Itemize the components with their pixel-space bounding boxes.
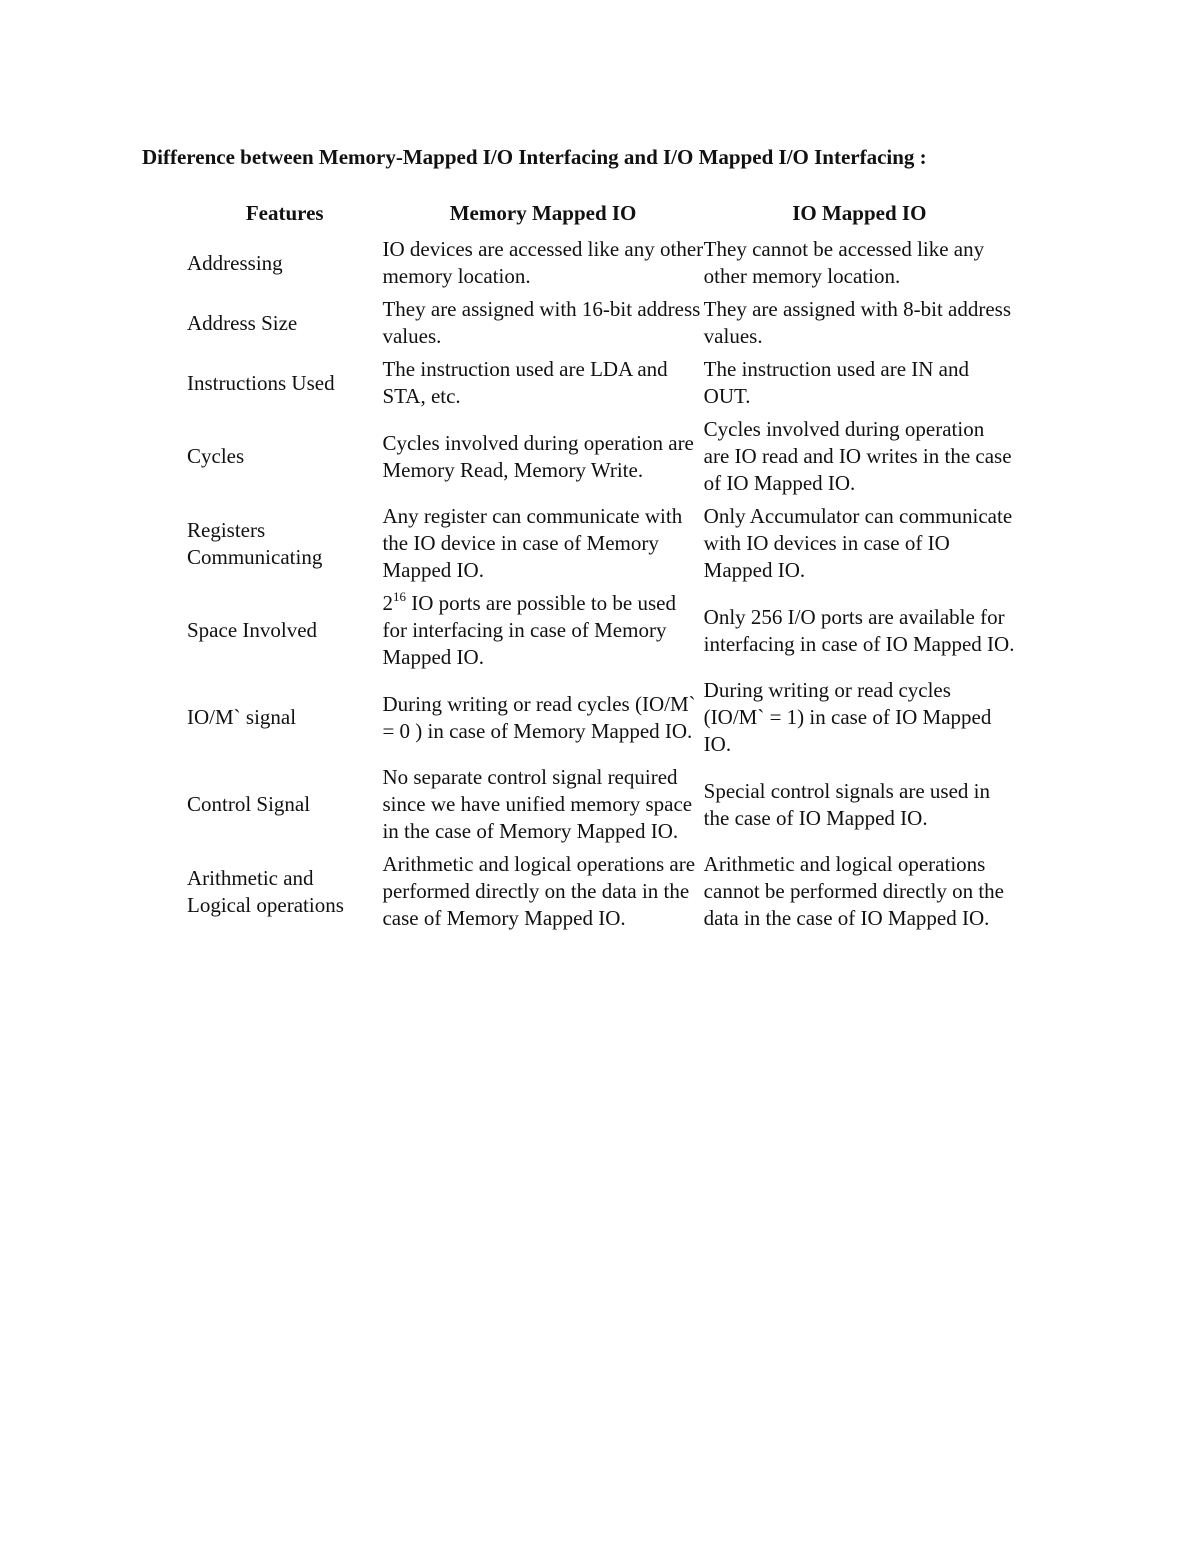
page-title: Difference between Memory-Mapped I/O Interfacing and I/O Mapped I/O Interfacing : — [142, 145, 927, 169]
io-mapped-cell: Arithmetic and logical operations cannot be performed directly on the data in the case of IO Mapped IO. — [703, 852, 1004, 930]
feature-cell: IO/M` signal — [187, 705, 297, 729]
feature-cell: Control Signal — [187, 792, 311, 816]
io-mapped-cell: During writing or read cycles (IO/M` = 1) in case of IO Mapped IO. — [703, 678, 992, 756]
table-row — [183, 293, 1015, 353]
io-mapped-cell: They are assigned with 8-bit address values. — [703, 297, 1012, 348]
io-mapped-cell: Cycles involved during operation are IO read and IO writes in the case of IO Mapped IO. — [703, 417, 1012, 495]
table-row — [183, 761, 1015, 848]
feature-cell: Arithmetic and Logical operations — [187, 865, 344, 917]
io-mapped-cell: They cannot be accessed like any other memory location. — [703, 237, 985, 288]
memory-mapped-cell: IO devices are accessed like any other memory location. — [382, 237, 704, 288]
table-row — [183, 353, 1015, 413]
header-io-mapped-io: IO Mapped IO — [792, 201, 927, 225]
memory-mapped-cell: Any register can communicate with the IO device in case of Memory Mapped IO. — [382, 504, 683, 582]
table-row — [183, 674, 1015, 761]
feature-cell: Addressing — [187, 250, 283, 275]
memory-mapped-cell — [382, 587, 703, 674]
table-row — [183, 413, 1015, 500]
memory-mapped-cell: The instruction used are LDA and STA, etc. — [382, 357, 668, 408]
feature-cell: Space Involved — [187, 618, 318, 642]
table-row — [183, 500, 1015, 587]
memory-mapped-cell: During writing or read cycles (IO/M` = 0 ) in case of Memory Mapped IO. — [382, 691, 696, 743]
memory-mapped-cell: They are assigned with 16-bit address values. — [382, 297, 701, 348]
header-memory-mapped-io: Memory Mapped IO — [449, 201, 637, 225]
header-features: Features — [245, 201, 324, 225]
table-row — [183, 233, 1015, 293]
io-mapped-cell: Only 256 I/O ports are available for interfacing in case of IO Mapped IO. — [703, 604, 1015, 656]
feature-cell: Cycles — [187, 444, 245, 468]
io-mapped-cell: Special control signals are used in the case of IO Mapped IO. — [703, 778, 991, 830]
memory-mapped-cell: No separate control signal required since we have unified memory space in the case of Memory Mapped IO. — [382, 765, 693, 843]
power-base: 2 — [382, 591, 393, 615]
power-exponent: 16 — [392, 589, 406, 604]
io-mapped-cell: Only Accumulator can communicate with IO devices in case of IO Mapped IO. — [703, 504, 1013, 582]
memory-mapped-text: IO ports are possible to be used for interfacing in case of Memory Mapped IO. — [382, 591, 676, 669]
table-row — [183, 587, 1015, 674]
table-row — [183, 848, 1015, 935]
memory-mapped-cell: Arithmetic and logical operations are performed directly on the data in the case of Memory Mapped IO. — [382, 852, 696, 930]
table-header-row — [183, 196, 1015, 233]
feature-cell: Instructions Used — [187, 370, 335, 395]
comparison-table — [183, 196, 1015, 935]
feature-cell: Address Size — [187, 310, 298, 335]
io-mapped-cell: The instruction used are IN and OUT. — [703, 357, 970, 408]
memory-mapped-cell: Cycles involved during operation are Memory Read, Memory Write. — [382, 430, 694, 482]
feature-cell: Registers Communicating — [187, 517, 323, 569]
